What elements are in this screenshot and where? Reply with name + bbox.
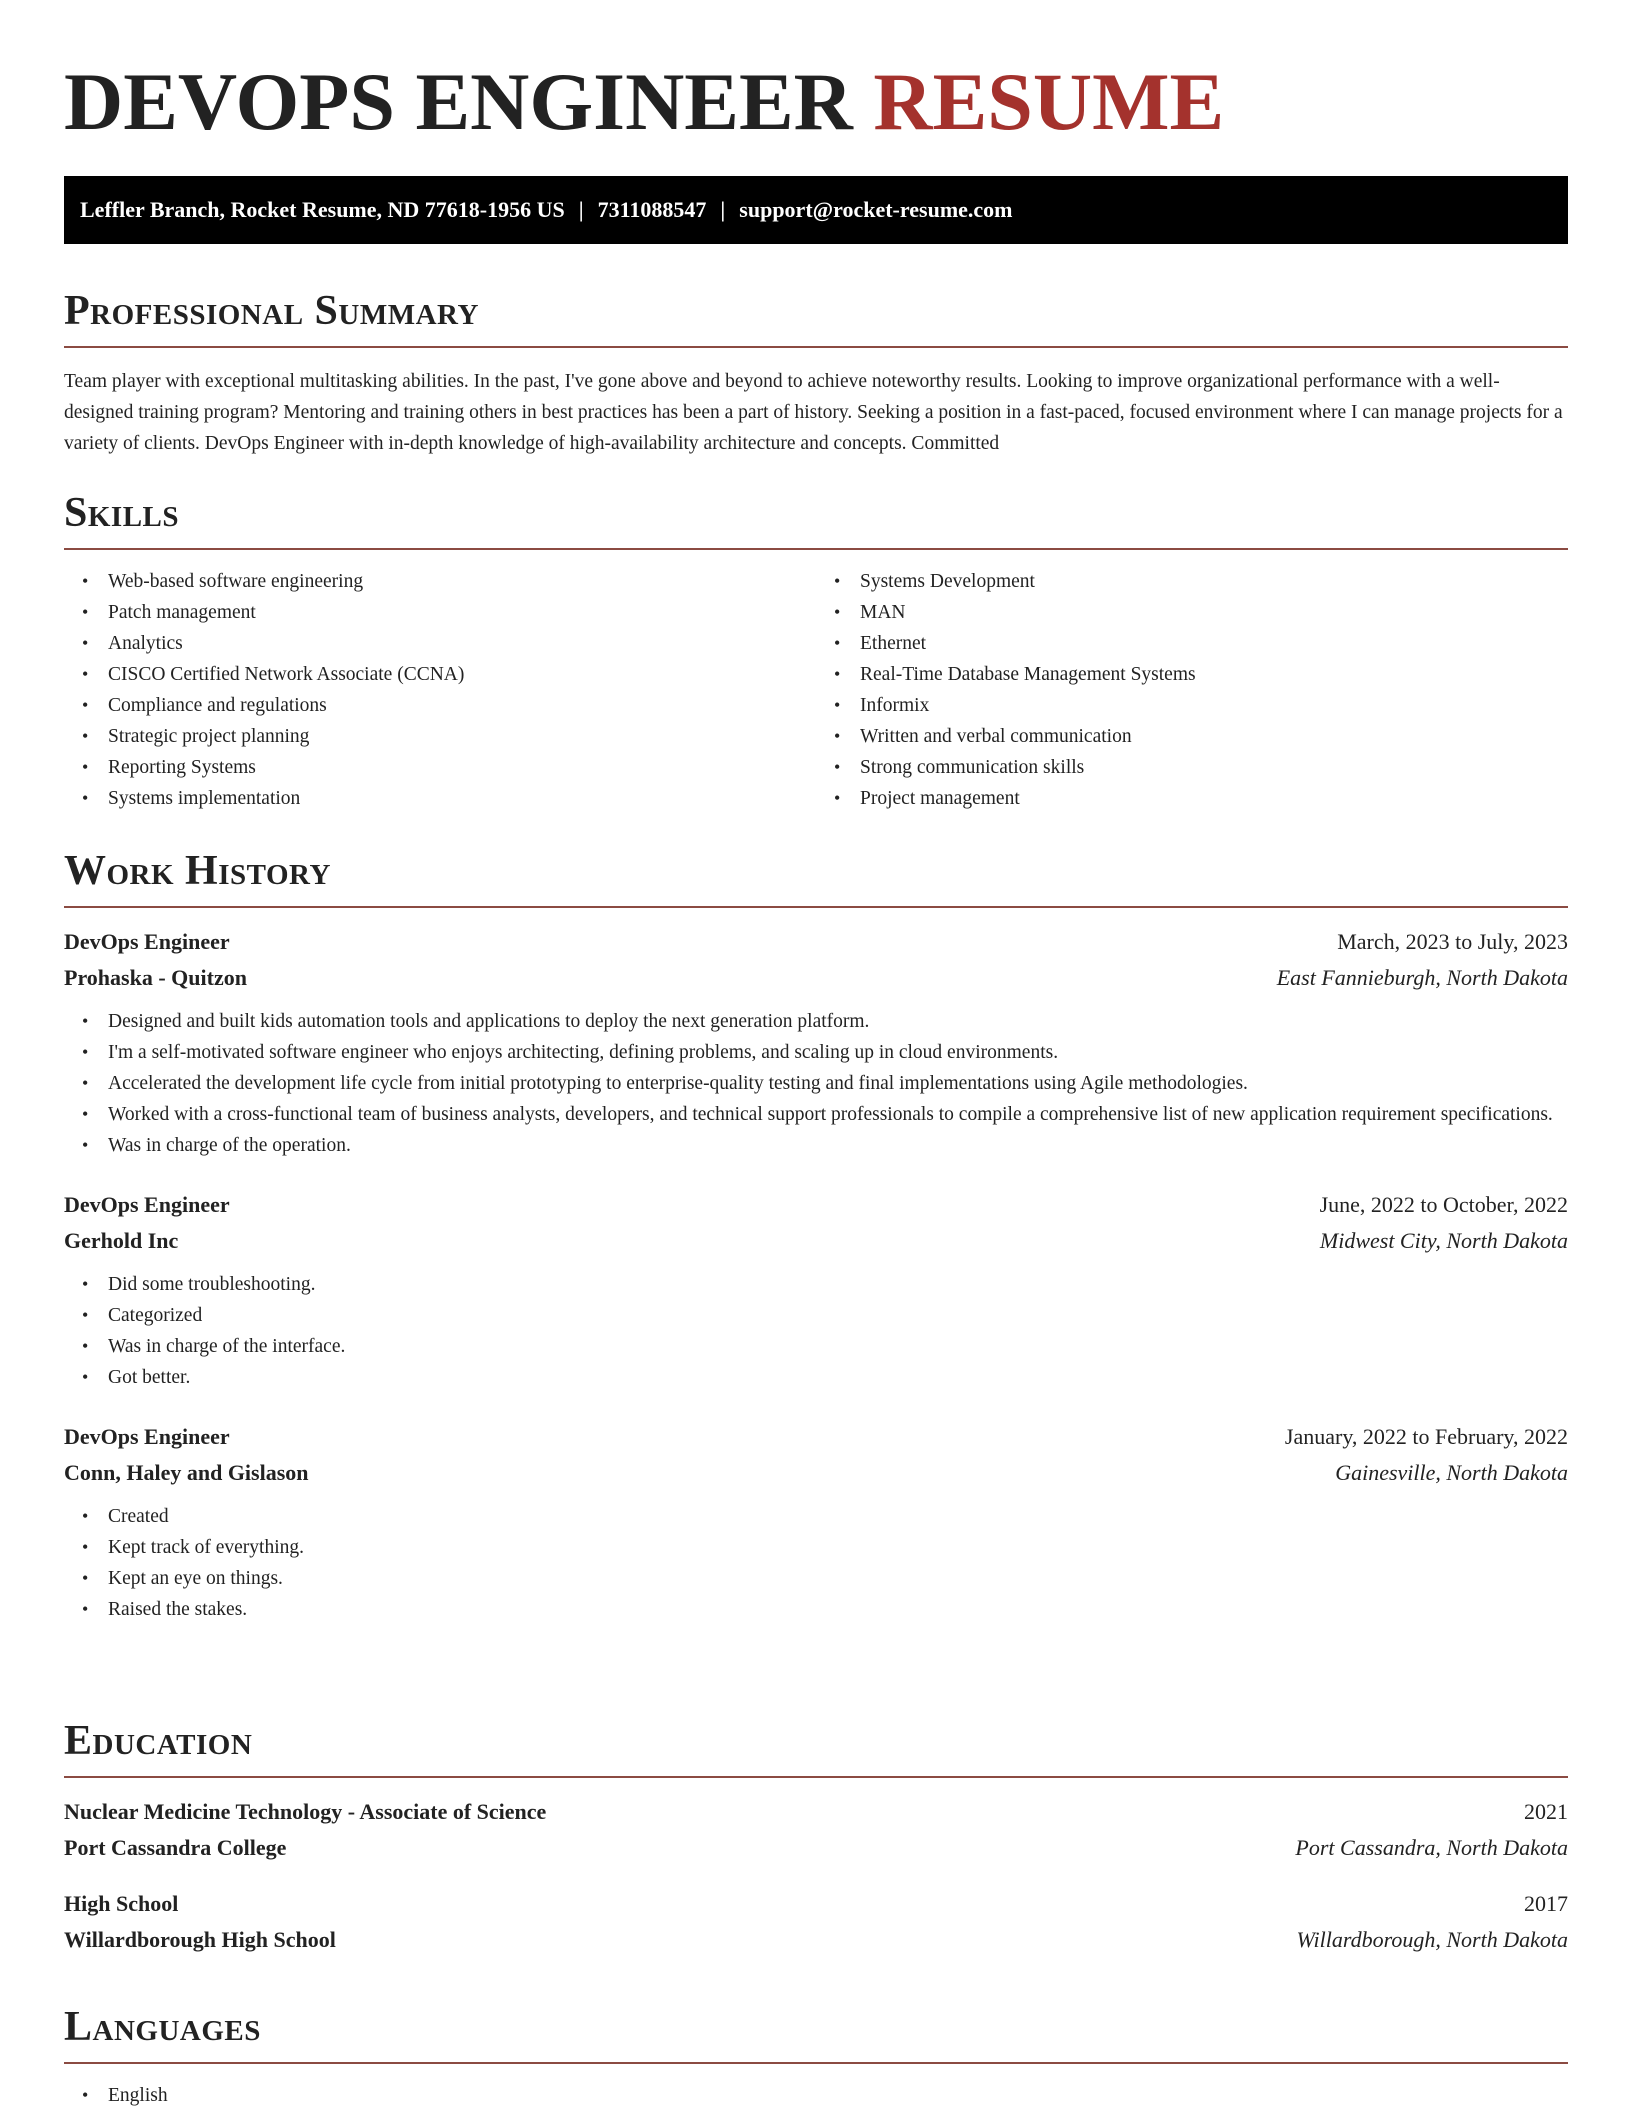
job-title: DevOps Engineer <box>64 929 230 954</box>
contact-bar <box>64 176 1568 244</box>
job-bullet: • I'm a self-motivated software engineer who enjoys architecting, defining problems, and scaling up in cloud environments. <box>108 1037 1568 1068</box>
job-bullet: • Categorized <box>108 1300 1568 1331</box>
job-location: East Fannieburgh, North Dakota <box>1276 965 1568 990</box>
summary-heading: Professional Summary <box>64 288 479 334</box>
education-degree-row <box>64 1886 1568 1922</box>
job-company: Conn, Haley and Gislason <box>64 1460 309 1485</box>
job-bullet: • Kept track of everything. <box>108 1532 1568 1563</box>
job-bullet: • Was in charge of the operation. <box>108 1130 1568 1161</box>
job-company: Prohaska - Quitzon <box>64 965 247 990</box>
job-header-row <box>64 1187 1568 1223</box>
job-entry <box>64 1419 1568 1625</box>
education-entry <box>64 1794 1568 1866</box>
skill-item: • Ethernet <box>860 628 1568 659</box>
skill-item: • Strong communication skills <box>860 752 1568 783</box>
languages-heading: Languages <box>64 2004 261 2050</box>
job-bullets <box>64 1269 1568 1393</box>
skill-item: • Systems Development <box>860 566 1568 597</box>
skills-list-left <box>64 566 816 814</box>
education-school-row <box>64 1922 1568 1958</box>
job-entry <box>64 1187 1568 1393</box>
summary-text: Team player with exceptional multitasking abilities. In the past, I've gone above and beyond to achieve noteworthy results. Looking to improve organizational performance with a well-designed training program? Mentoring and training others in best practices has been a part of history. Seeking a position in a fast-paced, focused environment where I can manage projects for a variety of clients. DevOps Engineer with in-depth knowledge of high-availability architecture and concepts. Committed <box>64 371 1563 454</box>
job-bullets <box>64 1006 1568 1161</box>
work-history-section <box>64 846 1568 1625</box>
job-bullets <box>64 1501 1568 1625</box>
skill-item: • Compliance and regulations <box>108 690 816 721</box>
skill-item: • Informix <box>860 690 1568 721</box>
skill-item: • Systems implementation <box>108 783 816 814</box>
skill-item: • Project management <box>860 783 1568 814</box>
education-location: Port Cassandra, North Dakota <box>1295 1835 1568 1860</box>
skill-item: • Written and verbal communication <box>860 721 1568 752</box>
education-year: 2021 <box>1524 1799 1568 1824</box>
work-history-heading: Work History <box>64 848 331 894</box>
job-bullet: • Kept an eye on things. <box>108 1563 1568 1594</box>
job-title: DevOps Engineer <box>64 1424 230 1449</box>
education-entry <box>64 1886 1568 1958</box>
job-bullet: • Worked with a cross-functional team of business analysts, developers, and technical support professionals to compile a comprehensive list of new application requirement specifications. <box>108 1099 1568 1130</box>
job-bullet: • Was in charge of the interface. <box>108 1331 1568 1362</box>
job-dates: January, 2022 to February, 2022 <box>1284 1424 1568 1449</box>
languages-section <box>64 2002 1568 2111</box>
contact-separator: | <box>578 197 584 222</box>
summary-section <box>64 286 1568 459</box>
contact-address: Leffler Branch, Rocket Resume, ND 77618-1956 US <box>80 197 565 222</box>
job-dates: June, 2022 to October, 2022 <box>1319 1192 1568 1217</box>
job-bullet: • Created <box>108 1501 1568 1532</box>
resume-title <box>64 56 1224 148</box>
education-school-row <box>64 1830 1568 1866</box>
skill-item: • Patch management <box>108 597 816 628</box>
skills-list-right <box>816 566 1568 814</box>
job-bullet: • Got better. <box>108 1362 1568 1393</box>
job-company-row <box>64 1223 1568 1259</box>
job-bullet: • Raised the stakes. <box>108 1594 1568 1625</box>
skill-item: • Strategic project planning <box>108 721 816 752</box>
job-entry <box>64 924 1568 1161</box>
skill-item: • Web-based software engineering <box>108 566 816 597</box>
job-header-row <box>64 1419 1568 1455</box>
education-heading: Education <box>64 1718 253 1764</box>
education-degree: Nuclear Medicine Technology - Associate of Science <box>64 1799 547 1824</box>
job-bullet: • Accelerated the development life cycle from initial prototyping to enterprise-quality testing and final implementations using Agile methodologies. <box>108 1068 1568 1099</box>
section-divider <box>64 2062 1568 2064</box>
education-school: Willardborough High School <box>64 1927 336 1952</box>
job-header-row <box>64 924 1568 960</box>
skills-heading: Skills <box>64 490 180 536</box>
language-item: • English <box>108 2080 1568 2111</box>
education-school: Port Cassandra College <box>64 1835 287 1860</box>
job-company: Gerhold Inc <box>64 1228 179 1253</box>
section-divider <box>64 906 1568 908</box>
skill-item: • MAN <box>860 597 1568 628</box>
contact-email: support@rocket-resume.com <box>739 197 1013 222</box>
skills-columns <box>64 566 1568 814</box>
skills-section <box>64 488 1568 814</box>
skill-item: • Analytics <box>108 628 816 659</box>
section-divider <box>64 1776 1568 1778</box>
education-degree-row <box>64 1794 1568 1830</box>
title-resume-word: RESUME <box>873 56 1225 147</box>
section-divider <box>64 346 1568 348</box>
education-degree: High School <box>64 1891 179 1916</box>
job-bullet: • Did some troubleshooting. <box>108 1269 1568 1300</box>
education-year: 2017 <box>1524 1891 1568 1916</box>
skill-item: • Real-Time Database Management Systems <box>860 659 1568 690</box>
contact-separator: | <box>720 197 726 222</box>
job-location: Midwest City, North Dakota <box>1319 1228 1568 1253</box>
job-dates: March, 2023 to July, 2023 <box>1337 929 1568 954</box>
contact-phone: 7311088547 <box>597 197 707 222</box>
job-title: DevOps Engineer <box>64 1192 230 1217</box>
languages-list <box>64 2080 1568 2111</box>
job-company-row <box>64 960 1568 996</box>
job-company-row <box>64 1455 1568 1491</box>
section-divider <box>64 548 1568 550</box>
job-location: Gainesville, North Dakota <box>1335 1460 1568 1485</box>
education-section <box>64 1716 1568 1958</box>
education-location: Willardborough, North Dakota <box>1296 1927 1568 1952</box>
job-bullet: • Designed and built kids automation tools and applications to deploy the next generation platform. <box>108 1006 1568 1037</box>
skill-item: • Reporting Systems <box>108 752 816 783</box>
skill-item: • CISCO Certified Network Associate (CCNA) <box>108 659 816 690</box>
title-role: DEVOPS ENGINEER <box>64 56 853 147</box>
